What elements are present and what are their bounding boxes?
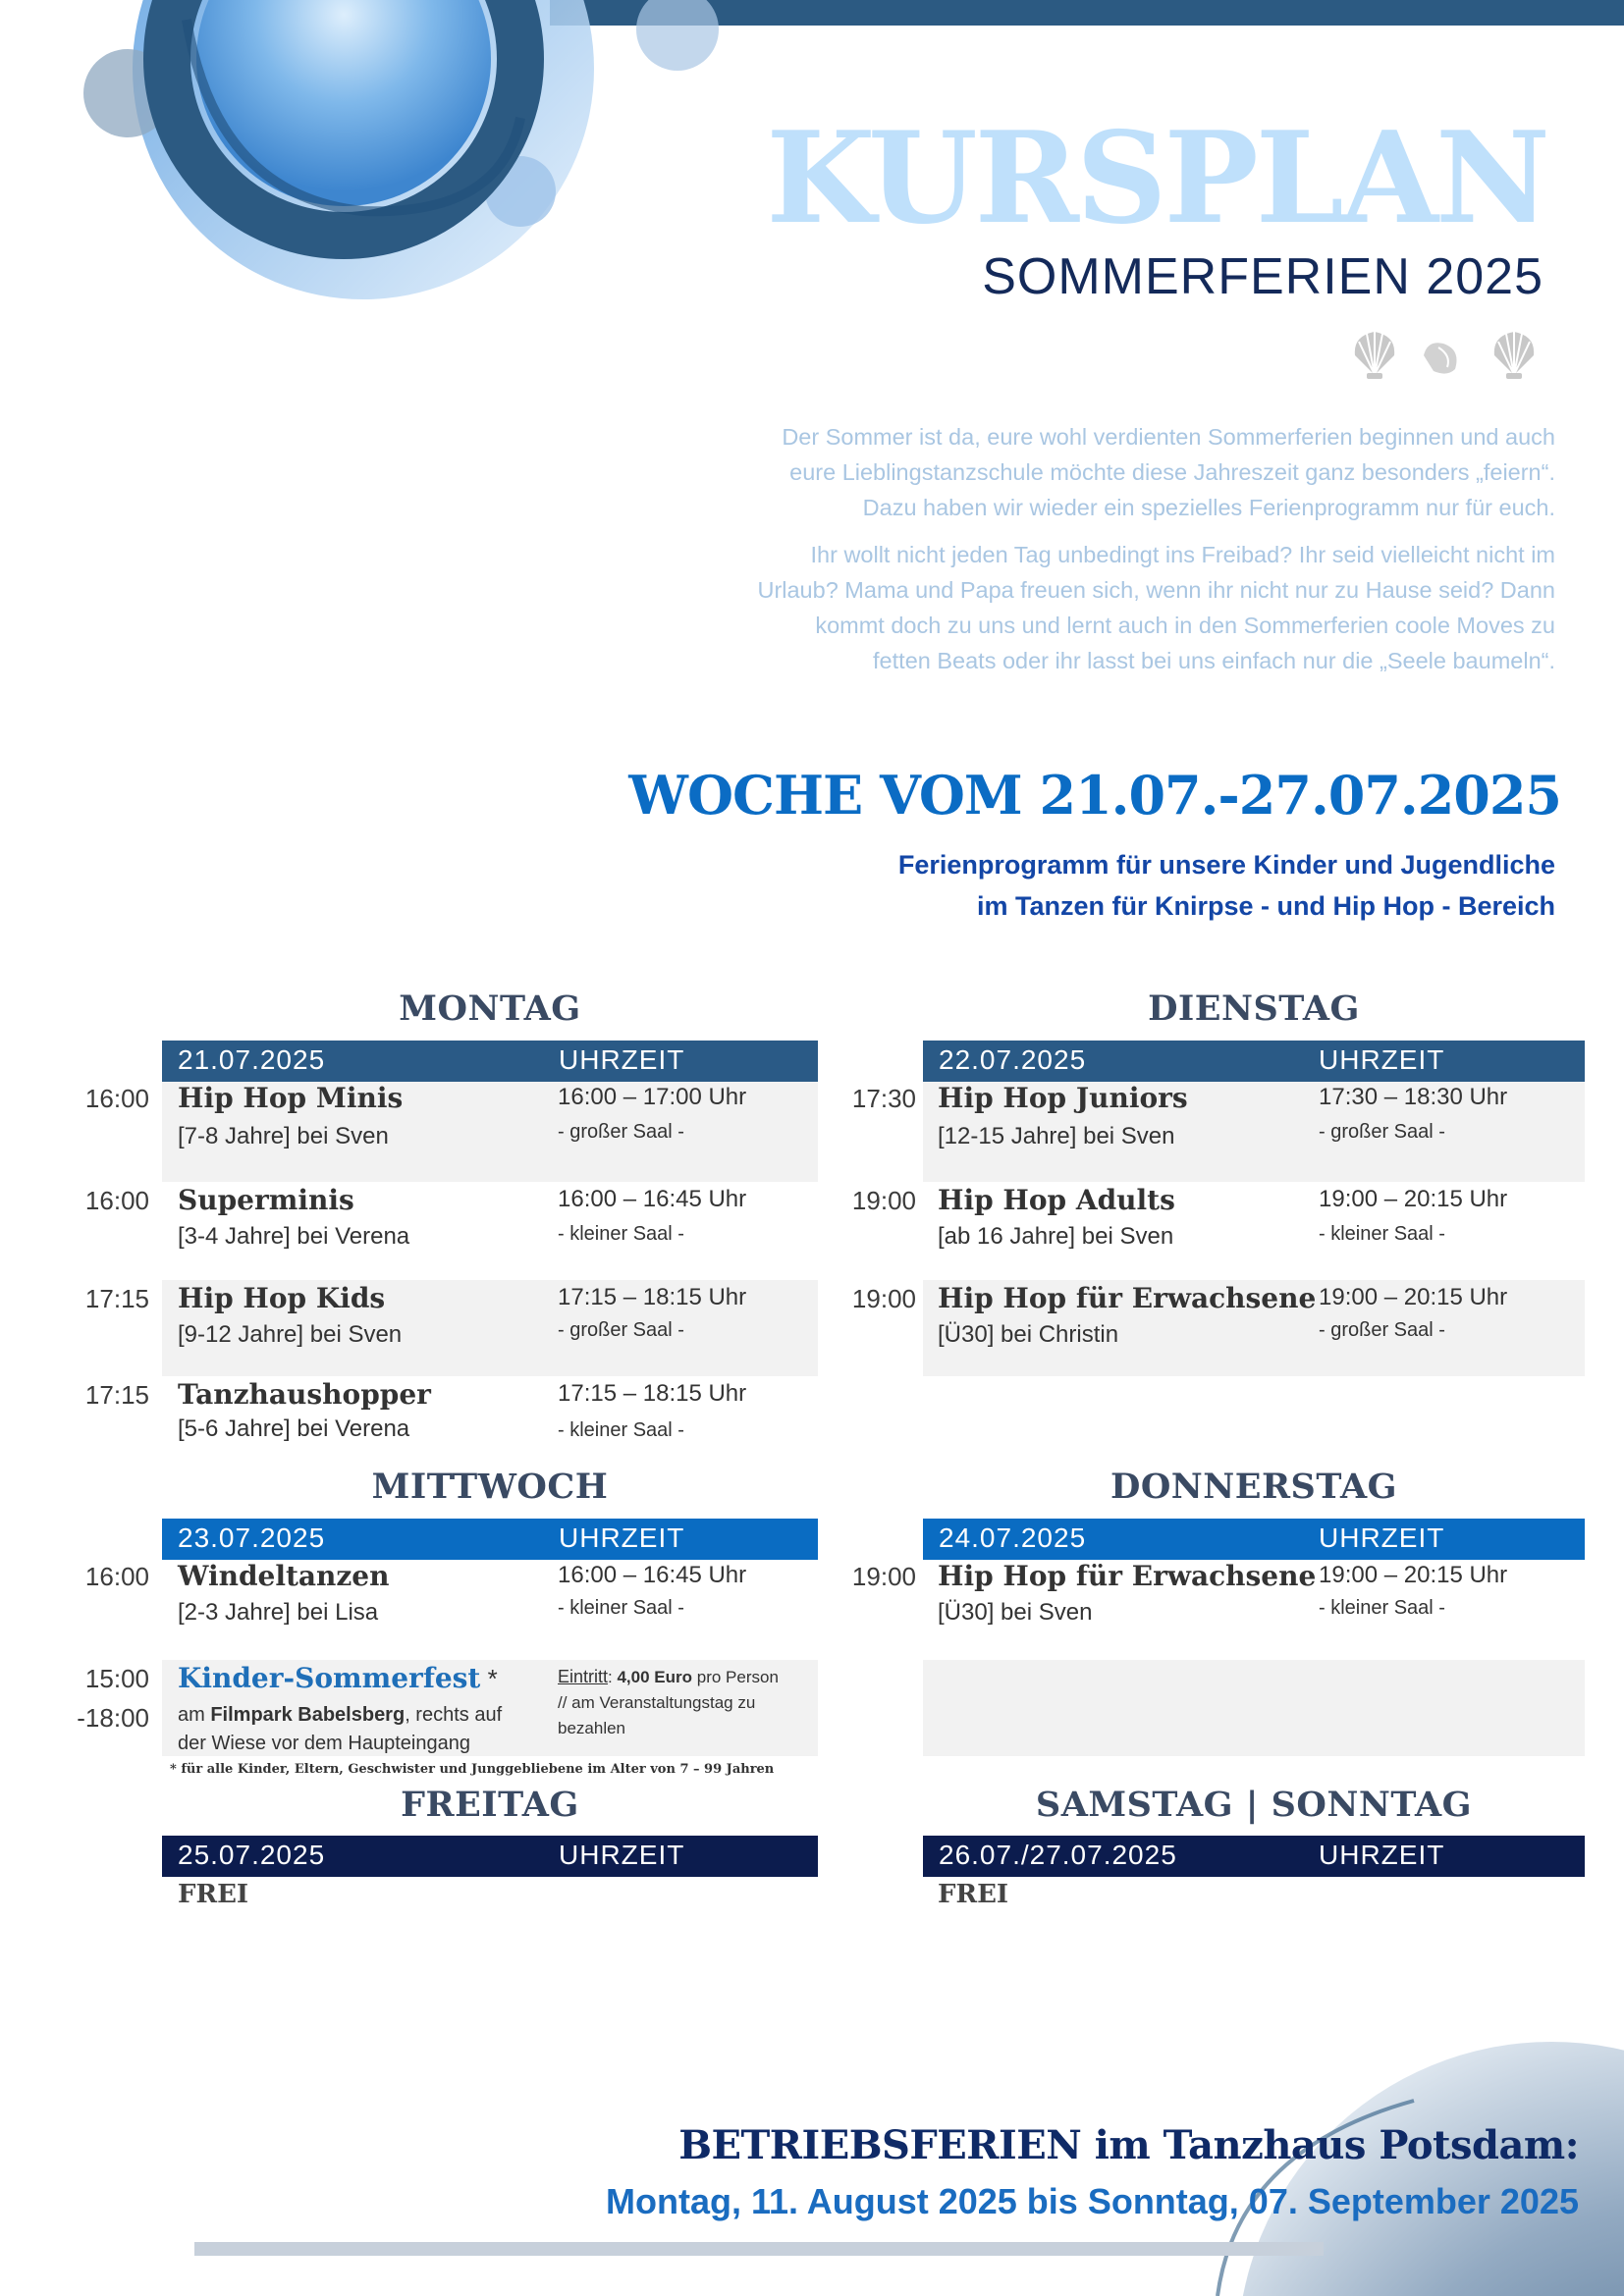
- program-description: Ferienprogramm für unsere Kinder und Jugendliche im Tanzen für Knirpse - und Hip Hop - Bereich: [897, 850, 1555, 921]
- schedule-row: 16:00 Superminis [3-4 Jahre] bei Verena 16:00 – 16:45 Uhr - kleiner Saal -: [84, 1184, 747, 1250]
- shell-icon: [1355, 332, 1394, 379]
- day-title-mittwoch: MITTWOCH: [371, 1467, 609, 1507]
- circle-brush-logo: [69, 0, 736, 314]
- page-subtitle: SOMMERFERIEN 2025: [982, 248, 1543, 305]
- schedule-row: 17:15 Hip Hop Kids [9-12 Jahre] bei Sven 17:15 – 18:15 Uhr - großer Saal -: [0, 1280, 825, 1376]
- schedule-row: 17:30 Hip Hop Juniors [12-15 Jahre] bei Sven 17:30 – 18:30 Uhr - großer Saal -: [825, 1082, 1591, 1182]
- day-title-wochenende: SAMSTAG | SONNTAG: [1035, 1785, 1473, 1825]
- intro-paragraph-2: Ihr wollt nicht jeden Tag unbedingt ins Freibad? Ihr seid vielleicht nicht im Urlaub? Mama und Papa freuen sich, wenn ihr nicht nur zu Hause seid? Dann kommt doch zu uns und lernt auch in den Sommerferien coole Moves zu fetten Beats oder ihr lasst bei uns einfach nur die „Seele baumeln“.: [757, 542, 1555, 673]
- date-bar-freitag: 25.07.2025 UHRZEIT: [162, 1836, 818, 1877]
- event-row-sommerfest: 15:00 -18:00 Kinder-Sommerfest * am Filmpark Babelsberg, rechts auf der Wiese vor dem Haupteingang Eintritt: 4,00 Euro pro Person // am Veranstaltungstag zu bezahlen: [0, 1660, 825, 1758]
- day-title-dienstag: DIENSTAG: [1148, 988, 1360, 1029]
- event-entry-info: Eintritt: 4,00 Euro pro Person // am Veranstaltungstag zu bezahlen: [558, 1667, 779, 1737]
- schedule-row: 19:00 Hip Hop für Erwachsene [Ü30] bei Christin 19:00 – 20:15 Uhr - großer Saal -: [825, 1280, 1591, 1376]
- date-bar-wochenende: 26.07./27.07.2025 UHRZEIT: [923, 1836, 1585, 1877]
- page-title: KURSPLAN: [766, 105, 1547, 252]
- closing-title: BETRIEBSFERIEN im Tanzhaus Potsdam:: [678, 2122, 1579, 2168]
- snail-shell-icon: [1424, 343, 1457, 373]
- date-bar-dienstag: 22.07.2025 UHRZEIT: [923, 1041, 1585, 1082]
- status-frei-freitag: FREI: [178, 1880, 249, 1909]
- shell-icon: [1494, 332, 1534, 379]
- date-bar-montag: 21.07.2025 UHRZEIT: [162, 1041, 818, 1082]
- day-title-freitag: FREITAG: [401, 1785, 579, 1825]
- schedule-row: 19:00 Hip Hop Adults [ab 16 Jahre] bei Sven 19:00 – 20:15 Uhr - kleiner Saal -: [851, 1184, 1508, 1250]
- date-bar-mittwoch: 23.07.2025 UHRZEIT: [162, 1519, 818, 1560]
- event-footnote: * für alle Kinder, Eltern, Geschwister und Junggebliebene im Alter von 7 – 99 Jahren: [170, 1762, 775, 1777]
- day-title-montag: MONTAG: [399, 988, 581, 1029]
- schedule-row: 16:00 Hip Hop Minis [7-8 Jahre] bei Sven 16:00 – 17:00 Uhr - großer Saal -: [0, 1082, 825, 1182]
- event-title: Kinder-Sommerfest *: [178, 1662, 498, 1694]
- event-location: am Filmpark Babelsberg, rechts auf der Wiese vor dem Haupteingang: [178, 1704, 503, 1754]
- bottom-underline-bar: [194, 2242, 1324, 2256]
- status-frei-wochenende: FREI: [938, 1880, 1009, 1909]
- closing-dates: Montag, 11. August 2025 bis Sonntag, 07. September 2025: [606, 2181, 1579, 2221]
- schedule-row: 16:00 Windeltanzen [2-3 Jahre] bei Lisa 16:00 – 16:45 Uhr - kleiner Saal -: [84, 1560, 747, 1626]
- schedule-row: 19:00 Hip Hop für Erwachsene [Ü30] bei Sven 19:00 – 20:15 Uhr - kleiner Saal -: [851, 1560, 1508, 1626]
- day-title-donnerstag: DONNERSTAG: [1110, 1467, 1398, 1507]
- week-title: WOCHE VOM 21.07.-27.07.2025: [628, 764, 1561, 827]
- shells-decoration: [1345, 326, 1551, 385]
- date-bar-donnerstag: 24.07.2025 UHRZEIT: [923, 1519, 1585, 1560]
- empty-row: [923, 1660, 1585, 1756]
- schedule-row: 17:15 Tanzhaushopper [5-6 Jahre] bei Verena 17:15 – 18:15 Uhr - kleiner Saal -: [84, 1378, 747, 1442]
- intro-paragraph-1: Der Sommer ist da, eure wohl verdienten Sommerferien beginnen und auch eure Lieblingstanzschule möchte diese Jahreszeit ganz besonders „feiern“. Dazu haben wir wieder ein spezielles Ferienprogramm nur für euch.: [782, 424, 1555, 520]
